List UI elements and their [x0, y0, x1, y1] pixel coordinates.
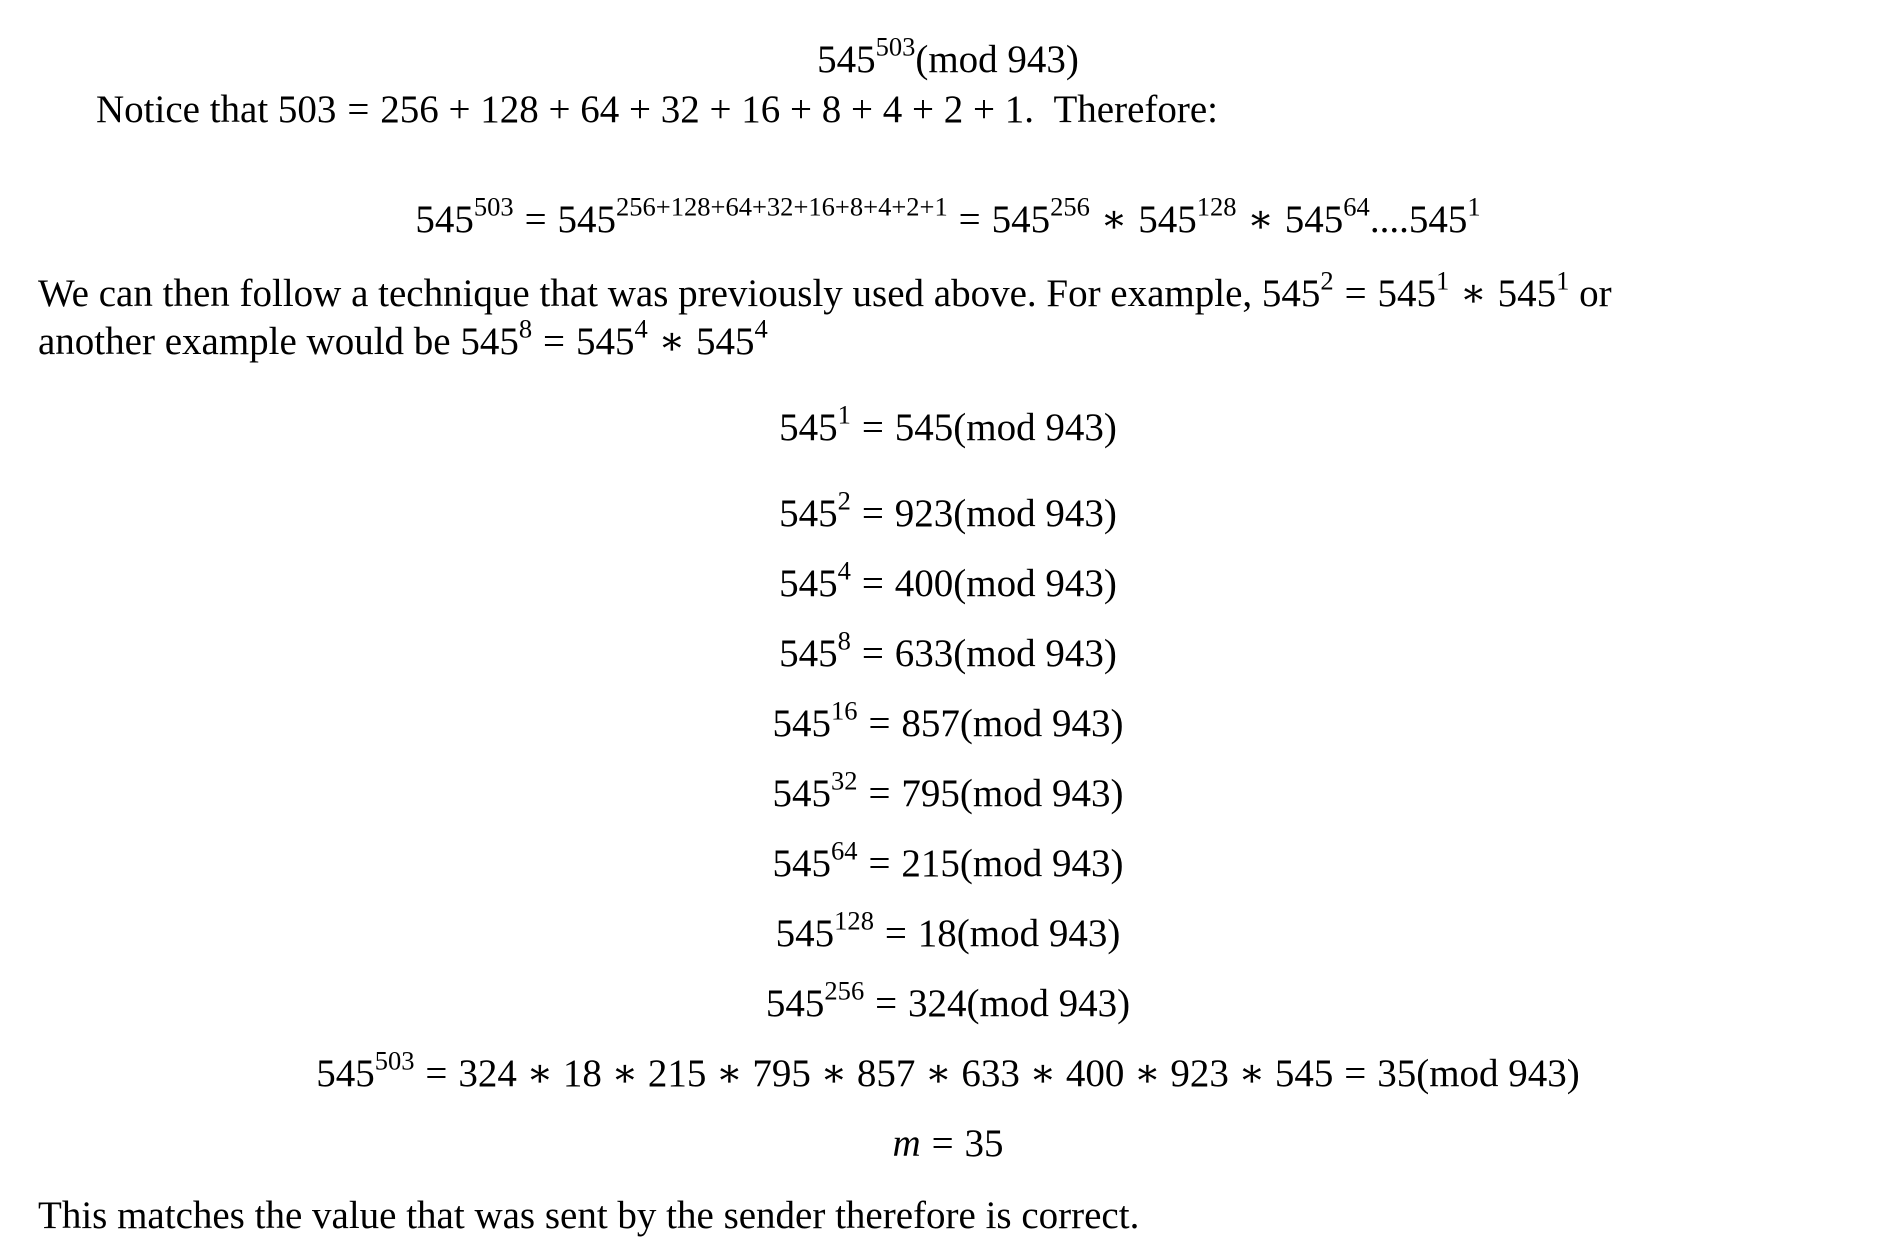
power-value: 18 — [917, 912, 957, 955]
m-equals: = — [931, 1122, 954, 1165]
product-exponent: 503 — [374, 1045, 415, 1076]
power-equals: = — [875, 982, 898, 1025]
power-equals: = — [861, 492, 884, 535]
product-equals-2: = — [1344, 1052, 1367, 1095]
power-base: 545 — [772, 772, 832, 815]
expansion-term-4-exponent: 1 — [1467, 191, 1481, 222]
power-equals: = — [868, 702, 891, 745]
expansion-term-3-exponent: 64 — [1343, 191, 1370, 222]
technique-line-1-exponent: 2 — [1320, 265, 1334, 296]
expansion-equals-2: = — [958, 198, 981, 241]
power-exponent: 16 — [831, 695, 858, 726]
notice-tail: Therefore: — [1053, 88, 1219, 131]
power-value: 857 — [901, 702, 960, 745]
power-row — [0, 625, 1896, 675]
expansion-term-1-exponent: 256 — [1050, 191, 1090, 222]
power-exponent: 1 — [837, 399, 851, 430]
notice-sum: 256 + 128 + 64 + 32 + 16 + 8 + 4 + 2 + 1. — [380, 88, 1034, 131]
m-variable: m — [892, 1122, 921, 1165]
power-row — [0, 555, 1896, 605]
power-mod: (mod 943) — [953, 632, 1117, 675]
product-result: 35 — [1377, 1052, 1417, 1095]
header-expression — [0, 31, 1896, 81]
product-mod: (mod 943) — [1416, 1052, 1580, 1095]
power-base: 545 — [772, 702, 832, 745]
power-exponent: 64 — [831, 835, 858, 866]
power-exponent: 2 — [837, 485, 851, 516]
power-equals: = — [861, 406, 884, 449]
technique-line-1 — [38, 265, 1838, 315]
power-exponent: 32 — [831, 765, 858, 796]
notice-equals: = — [347, 88, 370, 131]
expansion-term-1-base: 545 — [991, 198, 1051, 241]
expansion-term-4-base: 545 — [1408, 198, 1468, 241]
technique-line-1-a-exponent: 1 — [1436, 265, 1450, 296]
power-row — [0, 765, 1896, 815]
expansion-mid-base: 545 — [557, 198, 616, 241]
power-equals: = — [868, 772, 891, 815]
power-row — [0, 975, 1896, 1025]
power-value: 400 — [894, 562, 954, 605]
header-mod: (mod 943) — [915, 38, 1079, 81]
technique-line-1-b-base: 545 — [1497, 272, 1557, 315]
power-mod: (mod 943) — [953, 562, 1117, 605]
technique-line-2-exponent: 8 — [518, 313, 533, 344]
power-value: 215 — [901, 842, 960, 885]
power-base: 545 — [779, 492, 838, 535]
header-exponent: 503 — [875, 31, 916, 62]
technique-line-1-a-base: 545 — [1377, 272, 1436, 315]
technique-line-1-b-exponent: 1 — [1556, 265, 1570, 296]
product-line — [0, 1045, 1896, 1095]
expansion-dots: .... — [1369, 198, 1409, 241]
power-exponent: 4 — [837, 555, 851, 586]
power-equals: = — [884, 912, 907, 955]
technique-line-2-star: ∗ — [658, 320, 686, 363]
product-equals-1: = — [425, 1052, 448, 1095]
header-base: 545 — [817, 38, 876, 81]
technique-line-1-equals: = — [1344, 272, 1367, 315]
product-base: 545 — [316, 1052, 375, 1095]
expansion-term-2-base: 545 — [1138, 198, 1197, 241]
power-base: 545 — [779, 632, 838, 675]
power-exponent: 256 — [824, 975, 865, 1006]
expansion-lhs-base: 545 — [415, 198, 474, 241]
technique-line-1-text: We can then follow a technique that was previously used above. For example, 545 — [38, 272, 1321, 315]
expansion-equals-1: = — [524, 198, 547, 241]
expansion-mid-exponent: 256+128+64+32+16+8+4+2+1 — [616, 191, 948, 222]
expansion-star-1: ∗ — [1100, 198, 1128, 241]
expansion-term-2-exponent: 128 — [1196, 191, 1237, 222]
power-value: 324 — [908, 982, 967, 1025]
power-equals: = — [861, 632, 884, 675]
power-value: 795 — [901, 772, 960, 815]
power-equals: = — [861, 562, 884, 605]
power-row — [0, 399, 1896, 449]
product-expression: 324 ∗ 18 ∗ 215 ∗ 795 ∗ 857 ∗ 633 ∗ 400 ∗ 923 ∗ 545 — [458, 1052, 1334, 1095]
technique-line-1-star: ∗ — [1460, 272, 1487, 315]
power-row — [0, 905, 1896, 955]
technique-line-1-or: or — [1579, 272, 1612, 315]
power-value: 545 — [894, 406, 954, 449]
technique-line-2-b-base: 545 — [696, 320, 755, 363]
notice-line — [96, 90, 1218, 129]
power-mod: (mod 943) — [953, 406, 1117, 449]
m-value: 35 — [964, 1122, 1004, 1165]
power-value: 923 — [894, 492, 954, 535]
power-base: 545 — [779, 406, 838, 449]
power-exponent: 128 — [834, 905, 874, 936]
power-base: 545 — [779, 562, 838, 605]
technique-line-2 — [38, 313, 1838, 363]
power-row — [0, 835, 1896, 885]
technique-line-2-a-exponent: 4 — [634, 313, 648, 344]
notice-lead: Notice that 503 — [96, 88, 337, 131]
power-mod: (mod 943) — [959, 772, 1124, 815]
technique-line-2-text: another example would be 545 — [38, 320, 519, 363]
power-value: 633 — [894, 632, 954, 675]
power-mod: (mod 943) — [956, 912, 1121, 955]
power-row — [0, 485, 1896, 535]
power-mod: (mod 943) — [953, 492, 1117, 535]
expansion-term-3-base: 545 — [1284, 198, 1344, 241]
expansion-star-2: ∗ — [1247, 198, 1274, 241]
power-base: 545 — [775, 912, 835, 955]
technique-line-2-a-base: 545 — [575, 320, 635, 363]
power-equals: = — [868, 842, 891, 885]
power-mod: (mod 943) — [959, 842, 1124, 885]
expansion-lhs-exponent: 503 — [473, 191, 514, 222]
power-base: 545 — [772, 842, 832, 885]
technique-line-2-equals: = — [543, 320, 566, 363]
technique-line-2-b-exponent: 4 — [754, 313, 768, 344]
power-exponent: 8 — [837, 625, 851, 656]
power-mod: (mod 943) — [966, 982, 1131, 1025]
expansion-line — [0, 191, 1896, 241]
m-line — [0, 1124, 1896, 1163]
power-row — [0, 695, 1896, 745]
conclusion-text: This matches the value that was sent by the sender therefore is correct. — [38, 1194, 1140, 1237]
power-base: 545 — [765, 982, 825, 1025]
power-mod: (mod 943) — [959, 702, 1124, 745]
